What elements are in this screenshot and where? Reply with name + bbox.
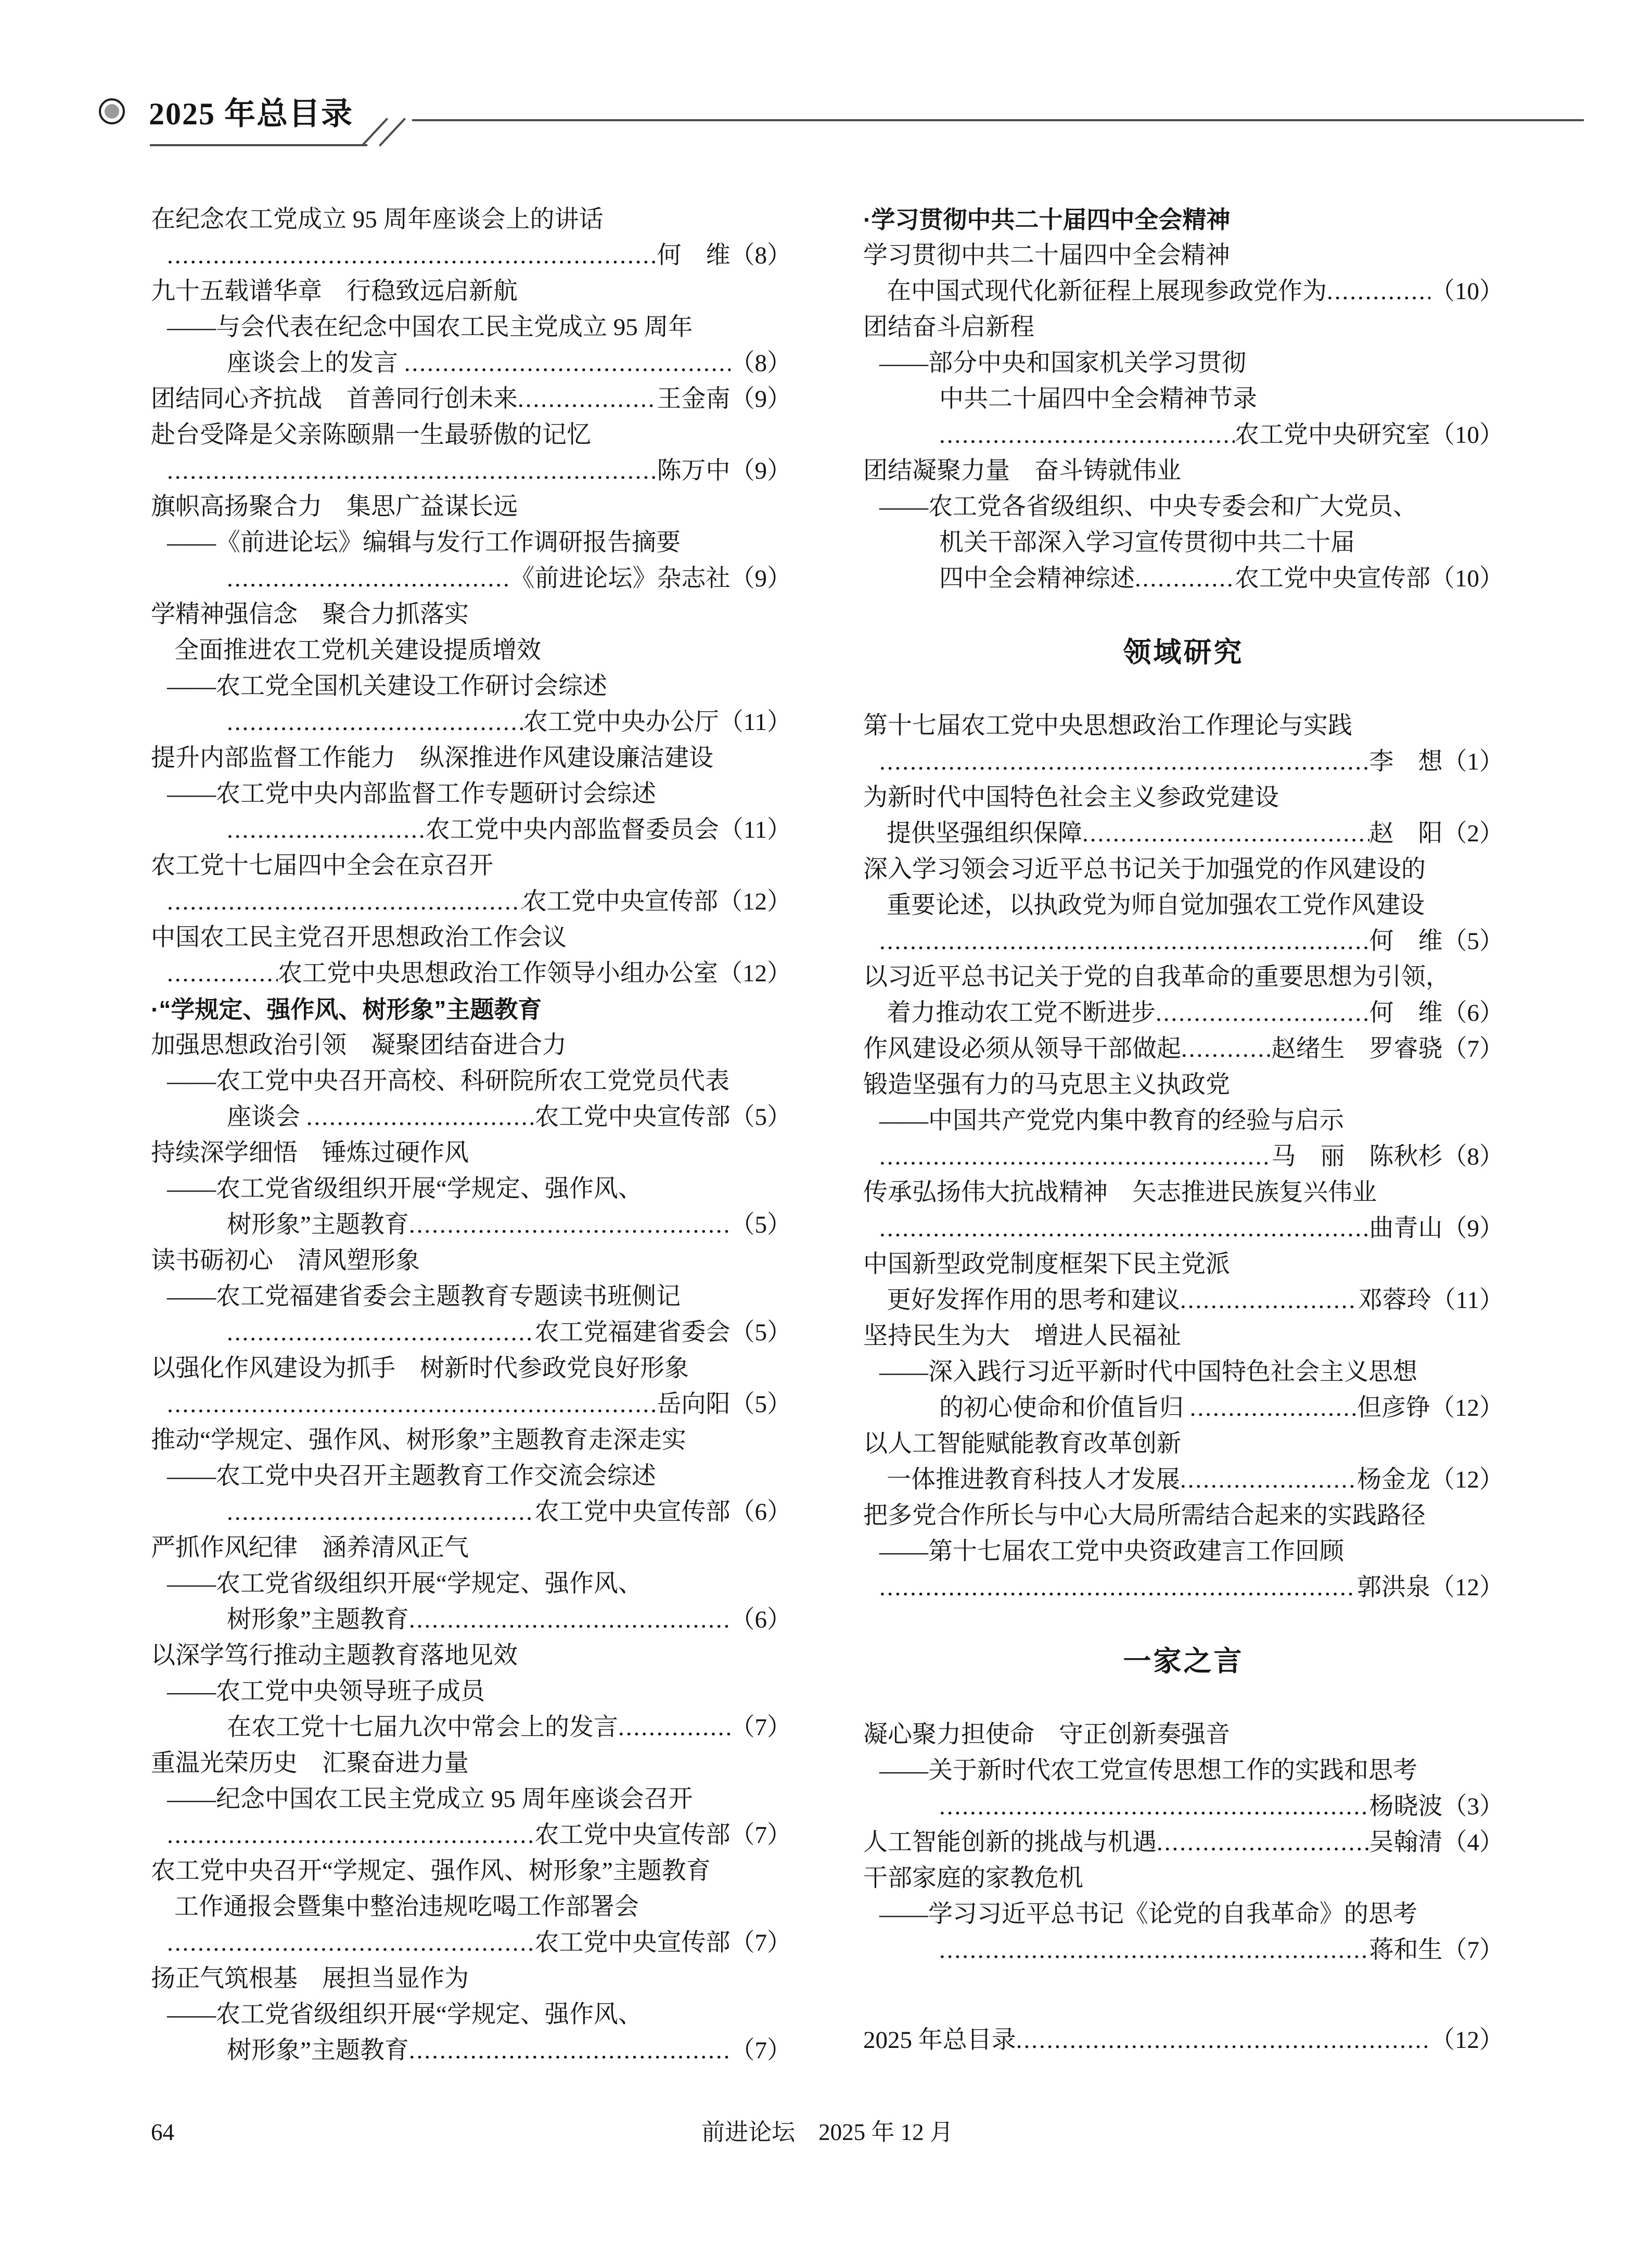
toc-line <box>151 1135 791 1171</box>
toc-line <box>863 1247 1504 1283</box>
toc-line <box>151 238 791 274</box>
toc-column-left <box>151 202 791 2069</box>
toc-line <box>863 1139 1504 1175</box>
toc-line <box>863 1789 1504 1825</box>
entry-text: 以深学笃行推动主题教育落地见效 <box>151 1642 518 1669</box>
entry-author-page: 农工党中央宣传部（7） <box>534 1929 791 1956</box>
header-rule-long <box>412 119 1584 121</box>
toc-line <box>863 525 1504 561</box>
entry-author-page: 赵 阳（2） <box>1369 820 1504 847</box>
dot-leader <box>167 1817 535 1853</box>
entry-text: 领域研究 <box>1123 636 1244 668</box>
entry-author-page: 农工党中央宣传部（7） <box>534 1822 791 1849</box>
bullet-circle-inner <box>105 104 119 119</box>
entry-text: 坚持民生为大 增进人民福祉 <box>863 1323 1181 1350</box>
toc-line <box>151 381 791 417</box>
dot-leader <box>618 1710 731 1746</box>
entry-text: 的初心使命和价值旨归 <box>939 1394 1190 1421</box>
entry-author-page: 农工党中央宣传部（10） <box>1235 565 1504 592</box>
toc-line <box>863 1932 1504 1968</box>
dot-leader <box>167 453 657 489</box>
toc-line <box>151 1171 791 1207</box>
entry-text: 农工党中央召开“学规定、强作风、树形象”主题教育 <box>151 1857 711 1885</box>
entry-text: 中国新型政党制度框架下民主党派 <box>863 1251 1230 1278</box>
toc-line <box>151 1889 791 1925</box>
entry-author-page: 何 维（6） <box>1369 1000 1504 1027</box>
toc-line <box>151 1961 791 1997</box>
section-header <box>863 597 1504 708</box>
entry-text: ——农工党福建省委会主题教育专题读书班侧记 <box>167 1283 681 1310</box>
toc-line <box>151 1710 791 1746</box>
entry-author-page: 农工党中央宣传部（5） <box>534 1104 791 1131</box>
entry-text: ——学习习近平总书记《论党的自我革命》的思考 <box>879 1901 1417 1928</box>
entry-text: 九十五载谱华章 行稳致远启新航 <box>151 278 518 305</box>
entry-text: 团结凝聚力量 奋斗铸就伟业 <box>863 457 1181 484</box>
entry-author-page: 农工党中央内部监督委员会（11） <box>425 816 791 843</box>
entry-text: 在纪念农工党成立 95 周年座谈会上的讲话 <box>151 206 604 233</box>
entry-author-page: 农工党中央宣传部（6） <box>534 1498 791 1526</box>
journal-date-line: 前进论坛 2025 年 12 月 <box>701 2119 953 2145</box>
toc-line <box>863 1462 1504 1498</box>
toc-line <box>863 1498 1504 1534</box>
dot-leader <box>404 345 731 381</box>
dot-leader <box>879 1570 1357 1606</box>
entry-text: 团结同心齐抗战 首善同行创未来 <box>151 386 518 413</box>
toc-line <box>863 1283 1504 1318</box>
dot-leader <box>409 1207 731 1243</box>
toc-line <box>151 669 791 704</box>
toc-line <box>151 1028 791 1064</box>
entry-text: 四中全会精神综述 <box>939 565 1135 592</box>
entry-text: 团结奋斗启新程 <box>863 314 1034 341</box>
entry-text: ·学习贯彻中共二十届四中全会精神 <box>863 206 1231 233</box>
entry-text: 在农工党十七届九次中常会上的发言 <box>227 1714 618 1741</box>
toc-line <box>863 852 1504 888</box>
toc-line <box>151 202 791 238</box>
toc-line <box>151 704 791 740</box>
spacer <box>863 1968 1504 2022</box>
entry-author-page: 《前进论坛》杂志社（9） <box>510 565 791 592</box>
toc-line <box>151 345 791 381</box>
toc-line <box>151 1064 791 1099</box>
entry-author-page: 农工党中央思想政治工作领导小组办公室（12） <box>278 960 791 987</box>
entry-text: 为新时代中国特色社会主义参政党建设 <box>863 784 1279 811</box>
dot-leader <box>939 1789 1369 1825</box>
toc-line <box>863 1753 1504 1789</box>
toc-line <box>863 1570 1504 1606</box>
toc-line <box>863 816 1504 852</box>
dot-leader <box>227 1315 535 1351</box>
toc-line <box>151 1997 791 2033</box>
dot-leader <box>1157 1825 1369 1861</box>
toc-line <box>863 1067 1504 1103</box>
dot-leader <box>167 956 278 992</box>
entry-text: ——农工党省级组织开展“学规定、强作风、 <box>167 1175 643 1202</box>
entry-author-page: 陈万中（9） <box>657 457 791 484</box>
entry-text: 以人工智能赋能教育改革创新 <box>863 1430 1181 1457</box>
entry-author-page: 郭洪泉（12） <box>1357 1574 1504 1601</box>
entry-text: ——第十七届农工党中央资政建言工作回顾 <box>879 1538 1344 1565</box>
toc-line <box>151 1530 791 1566</box>
toc-line <box>151 633 791 669</box>
toc-line <box>863 1426 1504 1462</box>
entry-text: 座谈会 <box>227 1104 306 1131</box>
toc-line <box>151 1638 791 1674</box>
toc-line <box>151 812 791 848</box>
entry-text: 重温光荣历史 汇聚奋进力量 <box>151 1750 469 1777</box>
entry-text: 把多党合作所长与中心大局所需结合起来的实践路径 <box>863 1502 1426 1529</box>
toc-line <box>151 1099 791 1135</box>
dot-leader <box>167 1387 657 1423</box>
toc-line <box>151 1674 791 1710</box>
dot-leader <box>1135 561 1235 597</box>
entry-author-page: 赵绪生 罗睿骁（7） <box>1271 1035 1504 1062</box>
entry-text: ——农工党全国机关建设工作研讨会综述 <box>167 673 607 700</box>
entry-text: 重要论述，以执政党为师自觉加强农工党作风建设 <box>887 892 1425 919</box>
entry-text: 工作通报会暨集中整治违规吃喝工作部署会 <box>174 1893 639 1920</box>
toc-line <box>151 1602 791 1638</box>
toc-line <box>151 776 791 812</box>
toc-line <box>863 780 1504 816</box>
entry-author-page: 马 丽 陈秋杉（8） <box>1271 1143 1504 1170</box>
entry-author-page: 农工党中央宣传部（12） <box>522 888 791 915</box>
toc-line <box>151 848 791 884</box>
toc-line <box>863 1354 1504 1390</box>
entry-text: 推动“学规定、强作风、树形象”主题教育走深走实 <box>151 1427 686 1454</box>
toc-line <box>863 310 1504 345</box>
topic-group-header <box>863 202 1504 238</box>
toc-line <box>863 238 1504 274</box>
entry-text: ——农工党各省级组织、中央专委会和广大党员、 <box>879 493 1417 520</box>
entry-author-page: 吴翰清（4） <box>1369 1829 1504 1856</box>
entry-text: 锻造坚强有力的马克思主义执政党 <box>863 1071 1230 1098</box>
dot-leader <box>518 381 657 417</box>
entry-text: 加强思想政治引领 凝聚团结奋进合力 <box>151 1032 567 1059</box>
toc-line <box>863 2022 1504 2058</box>
toc-line <box>863 1717 1504 1753</box>
entry-text: ——农工党省级组织开展“学规定、强作风、 <box>167 1570 643 1597</box>
entry-text: ——《前进论坛》编辑与发行工作调研报告摘要 <box>167 529 681 556</box>
toc-line <box>151 1853 791 1889</box>
entry-text: 树形象”主题教育 <box>227 1211 409 1238</box>
entry-text: 以习近平总书记关于党的自我革命的重要思想为引领， <box>863 964 1450 991</box>
entry-text: ——部分中央和国家机关学习贯彻 <box>879 350 1246 377</box>
dot-leader <box>1016 2022 1430 2058</box>
entry-text: ——农工党中央内部监督工作专题研讨会综述 <box>167 780 656 808</box>
entry-text: 以强化作风建设为抓手 树新时代参政党良好形象 <box>151 1355 689 1382</box>
entry-author-page: 邓蓉玲（11） <box>1358 1287 1504 1314</box>
dot-leader <box>879 1139 1272 1175</box>
entry-author-page: 何 维（5） <box>1369 928 1504 955</box>
toc-line <box>151 1279 791 1315</box>
toc-line <box>151 1746 791 1782</box>
toc-line <box>863 1390 1504 1426</box>
entry-author-page: 农工党福建省委会（5） <box>534 1319 791 1346</box>
entry-text: ——农工党省级组织开展“学规定、强作风、 <box>167 2001 643 2028</box>
toc-line <box>151 453 791 489</box>
toc-line <box>863 417 1504 453</box>
entry-text: ——关于新时代农工党宣传思想工作的实践和思考 <box>879 1757 1417 1784</box>
header-rule-short <box>150 144 367 146</box>
dot-leader <box>1082 816 1369 852</box>
entry-author-page: 岳向阳（5） <box>657 1391 791 1418</box>
entry-text: 扬正气筑根基 展担当显作为 <box>151 1965 469 1992</box>
entry-text: 学精神强信念 聚合力抓落实 <box>151 601 469 628</box>
toc-line <box>863 1534 1504 1570</box>
entry-text: 凝心聚力担使命 守正创新奏强音 <box>863 1721 1230 1748</box>
entry-text: 提升内部监督工作能力 纵深推进作风建设廉洁建设 <box>151 745 713 772</box>
toc-line <box>151 1351 791 1387</box>
entry-text: ——农工党中央召开高校、科研院所农工党党员代表 <box>167 1068 729 1095</box>
entry-author-page: （6） <box>730 1606 791 1633</box>
entry-author-page: （7） <box>730 1714 791 1741</box>
entry-text: ——深入践行习近平新时代中国特色社会主义思想 <box>879 1359 1417 1386</box>
entry-text: 在中国式现代化新征程上展现参政党作为 <box>887 278 1327 305</box>
toc-line <box>151 561 791 597</box>
dot-leader <box>227 561 510 597</box>
page-title: 2025 年总目录 <box>149 97 353 131</box>
toc-line <box>151 1817 791 1853</box>
entry-author-page: 王金南（9） <box>657 386 791 413</box>
toc-line <box>863 1318 1504 1354</box>
entry-author-page: （12） <box>1430 2027 1504 2054</box>
dot-leader <box>1180 1283 1358 1318</box>
toc-line <box>151 489 791 525</box>
entry-text: 提供坚强组织保障 <box>887 820 1082 847</box>
dot-leader <box>167 884 522 920</box>
toc-line <box>151 274 791 310</box>
toc-line <box>863 1897 1504 1932</box>
toc-line <box>151 920 791 956</box>
entry-author-page: 蒋和生（7） <box>1369 1937 1504 1964</box>
entry-text: 持续深学细悟 锤炼过硬作风 <box>151 1139 469 1167</box>
entry-text: 作风建设必须从领导干部做起 <box>863 1035 1181 1062</box>
toc-line <box>151 1458 791 1494</box>
topic-group-header <box>151 992 791 1028</box>
entry-author-page: （10） <box>1430 278 1504 305</box>
entry-text: 旗帜高扬聚合力 集思广益谋长远 <box>151 493 518 520</box>
toc-line <box>151 956 791 992</box>
dot-leader <box>939 1932 1369 1968</box>
entry-text: ·“学规定、强作风、树形象”主题教育 <box>151 996 542 1023</box>
toc-line <box>863 345 1504 381</box>
toc-line <box>863 381 1504 417</box>
dot-leader <box>1181 1031 1272 1067</box>
toc-line <box>151 1566 791 1602</box>
entry-text: 机关干部深入学习宣传贯彻中共二十届 <box>939 529 1355 556</box>
toc-line <box>863 489 1504 525</box>
toc-line <box>151 1925 791 1961</box>
toc-line <box>151 1387 791 1423</box>
entry-text: 中国农工民主党召开思想政治工作会议 <box>151 924 567 951</box>
toc-line <box>151 525 791 561</box>
entry-text: 深入学习领会习近平总书记关于加强党的作风建设的 <box>863 856 1426 883</box>
entry-text: 干部家庭的家教危机 <box>863 1865 1083 1892</box>
entry-author-page: 但彦铮（12） <box>1357 1394 1504 1421</box>
entry-author-page: （7） <box>730 2037 791 2064</box>
entry-text: 赴台受降是父亲陈颐鼎一生最骄傲的记忆 <box>151 421 591 449</box>
dot-leader <box>306 1099 535 1135</box>
entry-text: 树形象”主题教育 <box>227 2037 409 2064</box>
toc-column-right <box>863 202 1504 2069</box>
entry-text: 传承弘扬伟大抗战精神 矢志推进民族复兴伟业 <box>863 1179 1377 1206</box>
toc-line <box>863 1211 1504 1247</box>
entry-text: ——纪念中国农工民主党成立 95 周年座谈会召开 <box>167 1786 693 1813</box>
masthead <box>99 93 353 130</box>
entry-author-page: 农工党中央办公厅（11） <box>523 709 791 736</box>
entry-text: 农工党十七届四中全会在京召开 <box>151 852 493 879</box>
entry-text: 更好发挥作用的思考和建议 <box>887 1287 1180 1314</box>
toc-line <box>863 959 1504 995</box>
entry-text: 着力推动农工党不断进步 <box>887 1000 1156 1027</box>
entry-text: ——农工党中央召开主题教育工作交流会综述 <box>167 1463 656 1490</box>
entry-author-page: 曲青山（9） <box>1369 1215 1504 1242</box>
toc-line <box>863 888 1504 924</box>
toc-line <box>863 453 1504 489</box>
dot-leader <box>1180 1462 1357 1498</box>
entry-text: 人工智能创新的挑战与机遇 <box>863 1829 1157 1856</box>
toc-columns <box>151 202 1504 2069</box>
entry-text: 座谈会上的发言 <box>227 350 404 377</box>
dot-leader <box>227 704 523 740</box>
entry-text: 树形象”主题教育 <box>227 1606 409 1633</box>
entry-text: ——农工党中央领导班子成员 <box>167 1678 485 1705</box>
entry-text: 2025 年总目录 <box>863 2027 1016 2054</box>
folio-page-number: 64 <box>151 2119 174 2145</box>
toc-line <box>151 1315 791 1351</box>
entry-author-page: （5） <box>730 1211 791 1238</box>
entry-author-page: 李 想（1） <box>1369 748 1504 775</box>
toc-line <box>863 924 1504 959</box>
toc-line <box>151 1207 791 1243</box>
toc-line <box>863 708 1504 744</box>
entry-text: 一体推进教育科技人才发展 <box>887 1466 1180 1493</box>
entry-text: 学习贯彻中共二十届四中全会精神 <box>863 242 1230 269</box>
toc-line <box>863 274 1504 310</box>
toc-line <box>151 1782 791 1817</box>
section-header <box>863 1606 1504 1717</box>
dot-leader <box>167 238 657 274</box>
dot-leader <box>409 2033 731 2069</box>
dot-leader <box>1190 1390 1357 1426</box>
entry-author-page: 杨晓波（3） <box>1369 1793 1504 1820</box>
dot-leader <box>879 1211 1369 1247</box>
entry-text: 一家之言 <box>1123 1645 1244 1677</box>
toc-line <box>863 1825 1504 1861</box>
entry-author-page: （8） <box>730 350 791 377</box>
dot-leader <box>1327 274 1430 310</box>
toc-line <box>151 2033 791 2069</box>
toc-line <box>863 1103 1504 1139</box>
toc-line <box>151 1494 791 1530</box>
toc-line <box>151 1423 791 1458</box>
entry-author-page: 杨金龙（12） <box>1357 1466 1504 1493</box>
dot-leader <box>227 1494 535 1530</box>
bullet-circle-icon <box>99 98 125 124</box>
footer <box>151 2117 1504 2148</box>
dot-leader <box>1156 995 1369 1031</box>
entry-text: 全面推进农工党机关建设提质增效 <box>174 637 541 664</box>
toc-line <box>151 884 791 920</box>
toc-line <box>863 561 1504 597</box>
toc-line <box>863 1175 1504 1211</box>
toc-line <box>151 1243 791 1279</box>
toc-line <box>151 417 791 453</box>
dot-leader <box>879 744 1369 780</box>
entry-author-page: 何 维（8） <box>657 242 791 269</box>
dot-leader <box>227 812 426 848</box>
entry-author-page: 农工党中央研究室（10） <box>1235 421 1504 449</box>
toc-line <box>863 1861 1504 1897</box>
toc-line <box>151 597 791 633</box>
toc-line <box>863 995 1504 1031</box>
dot-leader <box>939 417 1235 453</box>
entry-text: 中共二十届四中全会精神节录 <box>939 386 1257 413</box>
toc-line <box>863 1031 1504 1067</box>
dot-leader <box>167 1925 535 1961</box>
entry-text: ——与会代表在纪念中国农工民主党成立 95 周年 <box>167 314 693 341</box>
toc-line <box>863 744 1504 780</box>
dot-leader <box>409 1602 731 1638</box>
entry-text: 第十七届农工党中央思想政治工作理论与实践 <box>863 712 1352 739</box>
toc-line <box>151 310 791 345</box>
toc-line <box>151 740 791 776</box>
dot-leader <box>879 924 1369 959</box>
entry-text: 读书砺初心 清风塑形象 <box>151 1247 420 1274</box>
entry-text: ——中国共产党党内集中教育的经验与启示 <box>879 1107 1344 1134</box>
entry-text: 严抓作风纪律 涵养清风正气 <box>151 1534 469 1561</box>
